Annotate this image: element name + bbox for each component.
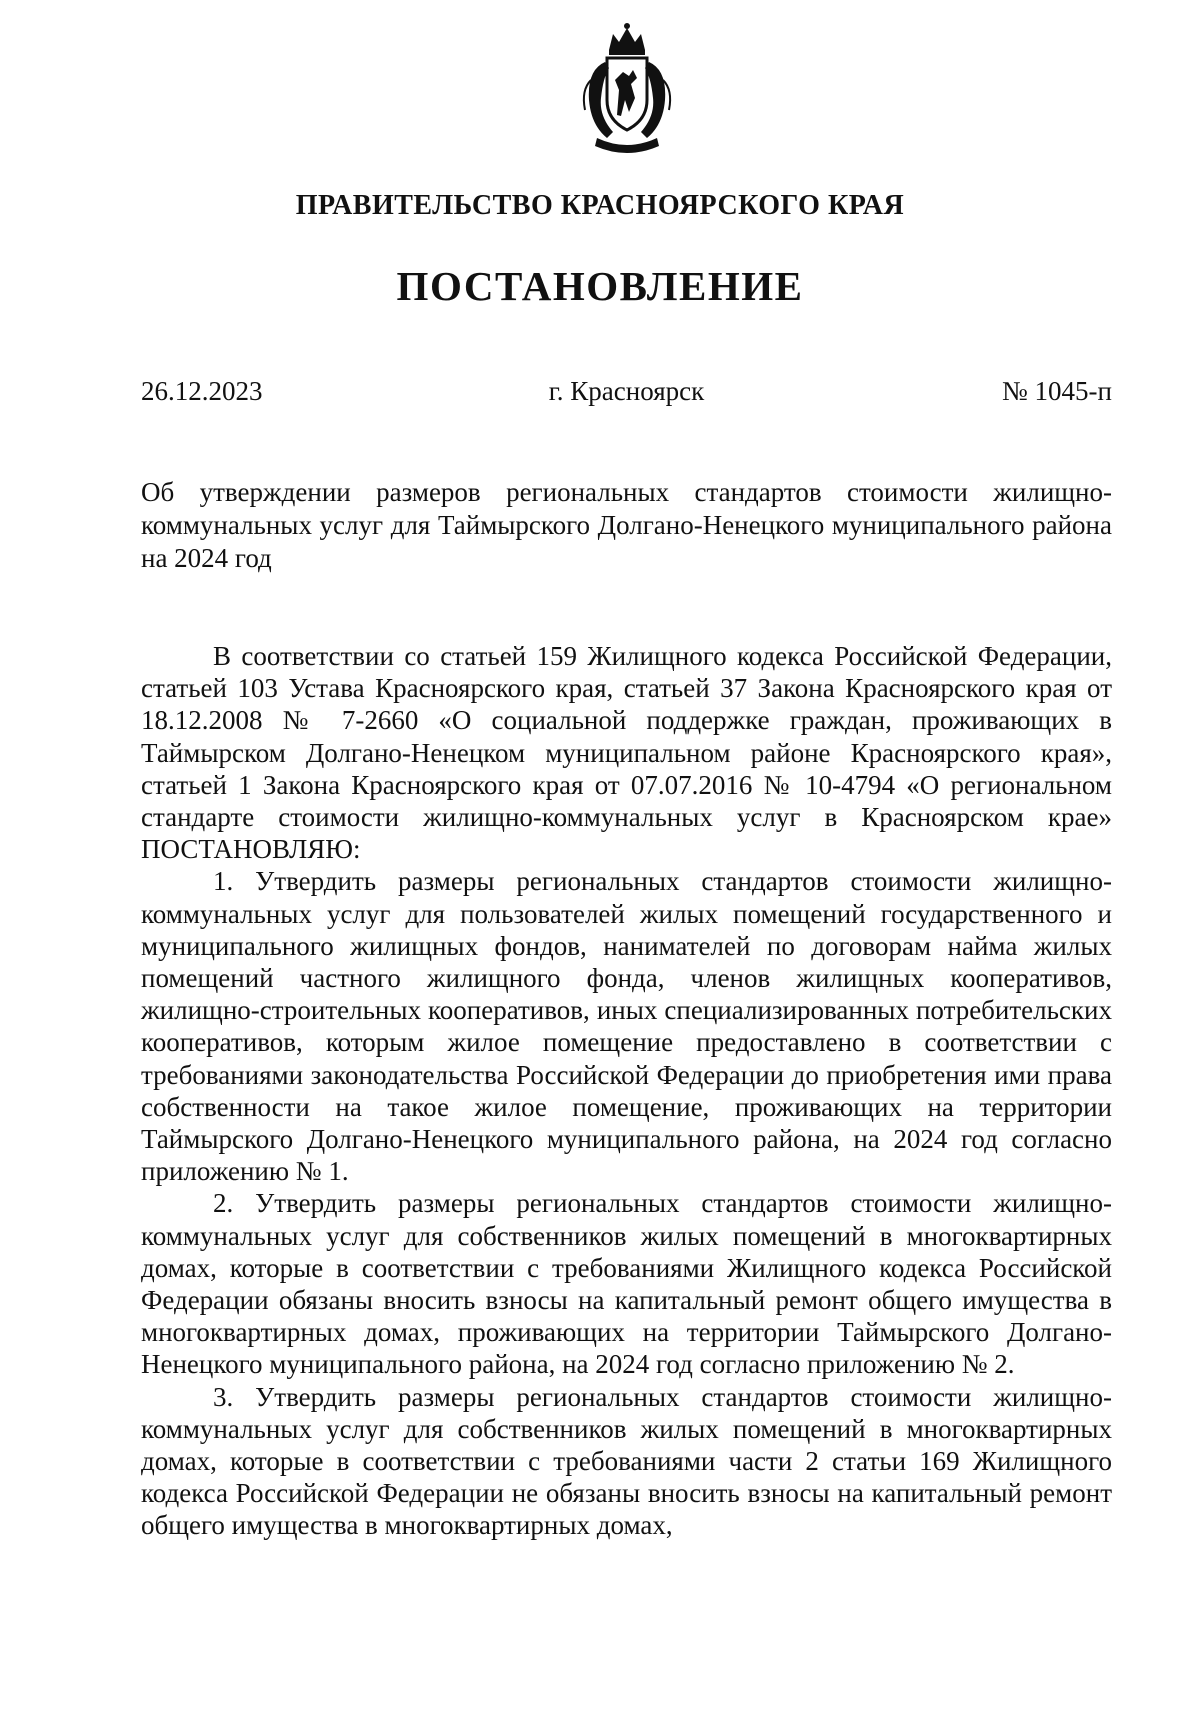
organization-title: ПРАВИТЕЛЬСТВО КРАСНОЯРСКОГО КРАЯ	[295, 190, 905, 221]
item-2-paragraph: 2. Утвердить размеры региональных стандартов стоимости жилищно-коммунальных услуг для собственников жилых помещений в многоквартирных домах, которые в соответствии с требованиями Жилищного кодекса Российской Федерации обязаны вносить взносы на капитальный ремонт общего имущества в многоквартирных домах, проживающих на территории Таймырского Долгано-Ненецкого муниципального района, на 2024 год согласно приложению № 2.	[141, 1188, 1112, 1380]
document-place: г. Красноярск	[548, 376, 705, 406]
document-body	[141, 640, 1112, 1542]
document-subject: Об утверждении размеров региональных стандартов стоимости жилищно-коммунальных услуг для Таймырского Долгано-Ненецкого муниципального района на 2024 год	[141, 477, 1112, 573]
document-meta-row	[141, 376, 1112, 412]
item-3-paragraph: 3. Утвердить размеры региональных стандартов стоимости жилищно-коммунальных услуг для собственников жилых помещений в многоквартирных домах, которые в соответствии с требованиями части 2 статьи 169 Жилищного кодекса Российской Федерации не обязаны вносить взносы на капитальный ремонт общего имущества в многоквартирных домах,	[141, 1381, 1112, 1541]
document-number: № 1045-п	[1002, 376, 1112, 406]
preamble-paragraph: В соответствии со статьей 159 Жилищного кодекса Российской Федерации, статьей 103 Устава Красноярского края, статьей 37 Закона Красноярского края от 18.12.2008 № 7-2660 «О социальной поддержке граждан, проживающих в Таймырском Долгано-Ненецком муниципальном районе Красноярского края», статьей 1 Закона Красноярского края от 07.07.2016 № 10-4794 «О региональном стандарте стоимости жилищно-коммунальных услуг в Красноярском крае» ПОСТАНОВЛЯЮ:	[141, 641, 1112, 865]
document-type-title: ПОСТАНОВЛЕНИЕ	[396, 263, 804, 309]
document-date: 26.12.2023	[141, 376, 263, 406]
coat-of-arms-icon	[567, 20, 687, 160]
item-1-paragraph: 1. Утвердить размеры региональных стандартов стоимости жилищно-коммунальных услуг для пользователей жилых помещений государственного и муниципального жилищных фондов, нанимателей по договорам найма жилых помещений частного жилищного фонда, членов жилищных кооперативов, жилищно-строительных кооперативов, иных специализированных потребительских кооперативов, которым жилое помещение предоставлено в соответствии с требованиями законодательства Российской Федерации до приобретения ими права собственности на такое жилое помещение, проживающих на территории Таймырского Долгано-Ненецкого муниципального района, на 2024 год согласно приложению № 1.	[141, 866, 1112, 1187]
